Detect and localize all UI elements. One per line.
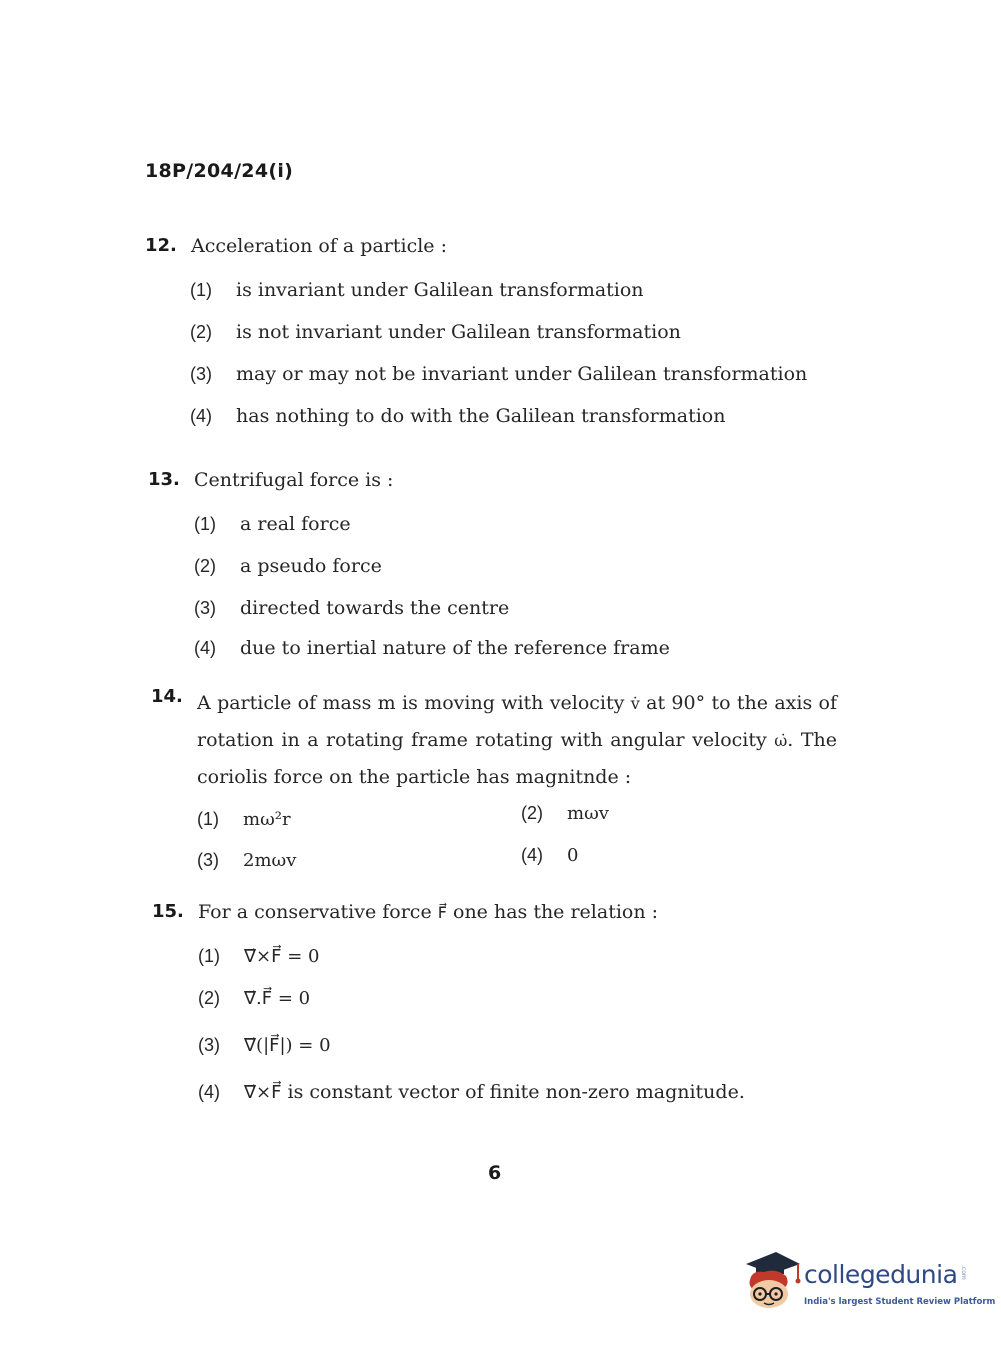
option-number: (4)	[521, 845, 543, 865]
question-text: Centrifugal force is :	[194, 469, 394, 491]
option-number: (4)	[198, 1082, 220, 1102]
option-text	[244, 1080, 745, 1105]
option-12-3	[190, 362, 807, 386]
velocity-vector-symbol: v̇	[630, 694, 640, 713]
question-text-part: . The coriolis force on the particle has magnitnde :	[197, 729, 838, 788]
question-14	[151, 685, 851, 796]
curl-expression: ∇⃗×F⃗	[244, 1082, 282, 1103]
option-13-1	[194, 512, 351, 536]
question-13	[148, 468, 848, 492]
question-text	[198, 900, 852, 925]
option-text: directed towards the centre	[240, 597, 510, 619]
option-12-1	[190, 278, 644, 302]
option-15-2	[198, 986, 310, 1011]
option-text: is invariant under Galilean transformation	[236, 279, 644, 301]
question-text-part: For a conservative force	[198, 901, 432, 923]
question-text	[197, 685, 837, 796]
brand-tagline: India's largest Student Review Platform	[804, 1297, 996, 1307]
option-13-2	[194, 554, 382, 578]
option-number: (2)	[521, 803, 543, 823]
option-text: ∇⃗(|F⃗|) = 0	[244, 1035, 331, 1056]
option-15-4	[198, 1080, 745, 1105]
option-15-3	[198, 1033, 331, 1058]
force-vector-symbol: F⃗	[437, 903, 447, 922]
option-text-part: is constant vector of finite non-zero magnitude.	[287, 1081, 745, 1103]
question-15	[152, 900, 852, 925]
option-number: (2)	[198, 988, 220, 1008]
angular-velocity-symbol: ω̇	[774, 731, 788, 750]
option-number: (2)	[190, 322, 212, 342]
option-number: (2)	[194, 556, 216, 576]
option-number: (3)	[194, 598, 216, 618]
option-13-3	[194, 596, 509, 620]
option-12-2	[190, 320, 681, 344]
option-14-1	[197, 807, 291, 832]
question-number: 12.	[145, 235, 177, 256]
option-13-4	[194, 636, 670, 660]
option-number: (3)	[197, 850, 219, 870]
graduate-mascot-icon	[742, 1250, 802, 1312]
option-14-4	[521, 843, 578, 868]
question-number: 15.	[152, 901, 184, 922]
brand-tld: .com	[960, 1265, 967, 1280]
question-text-part: at 90° to the axis of rotation in a rotating frame rotating with angular velocity	[197, 692, 838, 751]
question-text-part: one has the relation :	[453, 901, 659, 923]
option-text: mω²r	[243, 809, 291, 830]
option-number: (3)	[198, 1035, 220, 1055]
option-text: has nothing to do with the Galilean transformation	[236, 405, 726, 427]
page-number: 6	[488, 1162, 502, 1184]
option-text: a real force	[240, 513, 351, 535]
option-12-4	[190, 404, 725, 428]
option-text: is not invariant under Galilean transformation	[236, 321, 681, 343]
option-number: (1)	[198, 946, 220, 966]
option-14-3	[197, 848, 296, 873]
option-number: (4)	[194, 638, 216, 658]
question-text: Acceleration of a particle :	[191, 235, 447, 257]
question-text-part: A particle of mass m is moving with velocity	[197, 692, 625, 714]
option-text: ∇⃗×F⃗ = 0	[244, 946, 320, 967]
question-number: 13.	[148, 469, 180, 490]
option-text: 0	[567, 845, 579, 866]
option-text: mωv	[567, 803, 609, 824]
option-14-2	[521, 801, 609, 826]
option-text: 2mωv	[243, 850, 297, 871]
option-text: a pseudo force	[240, 555, 382, 577]
question-12	[145, 234, 845, 258]
question-number: 14.	[151, 686, 183, 707]
option-text: may or may not be invariant under Galilean transformation	[236, 363, 808, 385]
paper-code: 18P/204/24(i)	[145, 160, 294, 182]
brand-name: collegedunia	[804, 1260, 958, 1289]
option-number: (1)	[190, 280, 212, 300]
option-number: (1)	[197, 809, 219, 829]
option-15-1	[198, 944, 319, 969]
option-number: (4)	[190, 406, 212, 426]
collegedunia-watermark	[742, 1250, 996, 1320]
option-text: due to inertial nature of the reference frame	[240, 637, 670, 659]
option-number: (3)	[190, 364, 212, 384]
option-text: ∇⃗.F⃗ = 0	[244, 988, 311, 1009]
option-number: (1)	[194, 514, 216, 534]
